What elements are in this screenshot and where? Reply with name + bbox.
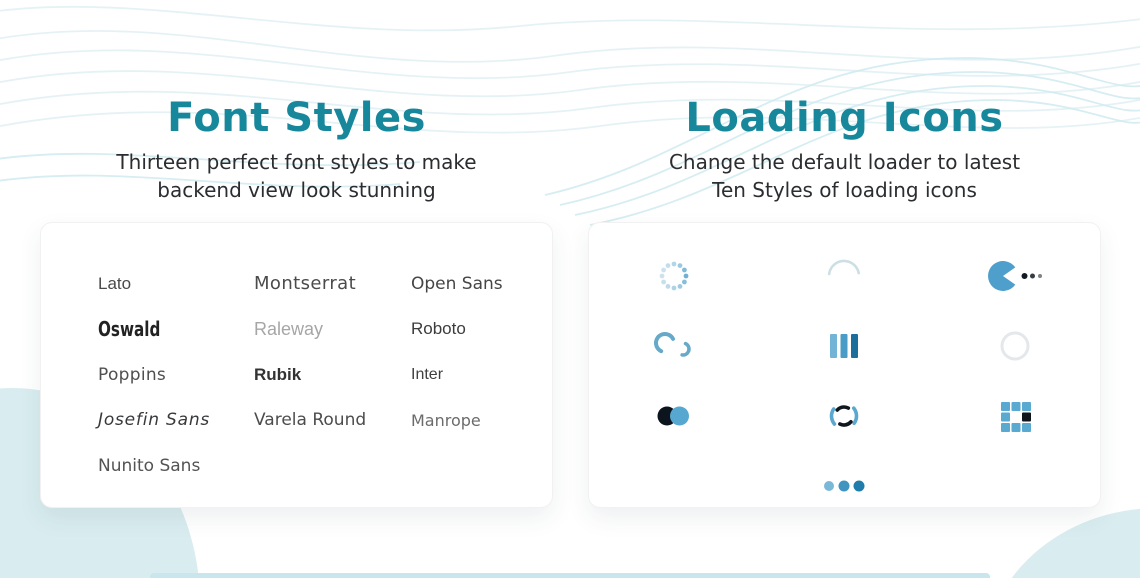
font-sample-inter: Inter [411,365,444,383]
loading-icons-grid [589,223,1100,521]
bars-loader-icon [820,322,868,370]
loaders-subtitle-line1: Change the default loader to latest [668,150,1021,174]
three-dots-loader-icon [816,457,872,515]
font-sample-josefin-sans: Josefin Sans [98,410,211,431]
fonts-section-title: Font Styles [167,95,426,142]
broken-ring-spinner-icon [820,392,868,440]
arc-spinner-icon [820,252,868,300]
font-sample-open-sans: Open Sans [411,273,503,294]
loaders-subtitle-line2: Ten Styles of loading icons [712,177,977,202]
font-sample-nunito-sans: Nunito Sans [98,455,201,476]
pacman-loader-icon [983,252,1047,300]
font-sample-roboto: Roboto [411,319,466,339]
fonts-subtitle-line2: backend view look stunning [157,177,436,202]
loading-icons-card [588,222,1101,508]
rays-spinner-icon [650,252,698,300]
double-arc-spinner-icon [650,322,698,370]
font-sample-montserrat: Montserrat [254,273,357,295]
font-styles-grid [41,223,552,489]
font-sample-rubik: Rubik [254,364,302,384]
font-sample-raleway: Raleway [254,318,324,339]
fonts-section-subtitle [40,149,553,204]
font-sample-oswald: Oswald [98,317,161,342]
font-styles-card [40,222,553,508]
dual-ball-loader-icon [650,392,698,440]
font-sample-lato: Lato [98,273,132,293]
grid-squares-loader-icon [991,392,1039,440]
fonts-subtitle-line1: Thirteen perfect font styles to make [116,150,477,174]
font-sample-varela-round: Varela Round [254,410,367,431]
loaders-section-title: Loading Icons [685,95,1004,142]
font-sample-manrope: Manrope [411,410,481,430]
font-sample-poppins: Poppins [98,364,167,385]
ring-loader-icon [991,322,1039,370]
bottom-accent-bar [150,573,990,578]
loaders-section-subtitle [588,149,1101,204]
